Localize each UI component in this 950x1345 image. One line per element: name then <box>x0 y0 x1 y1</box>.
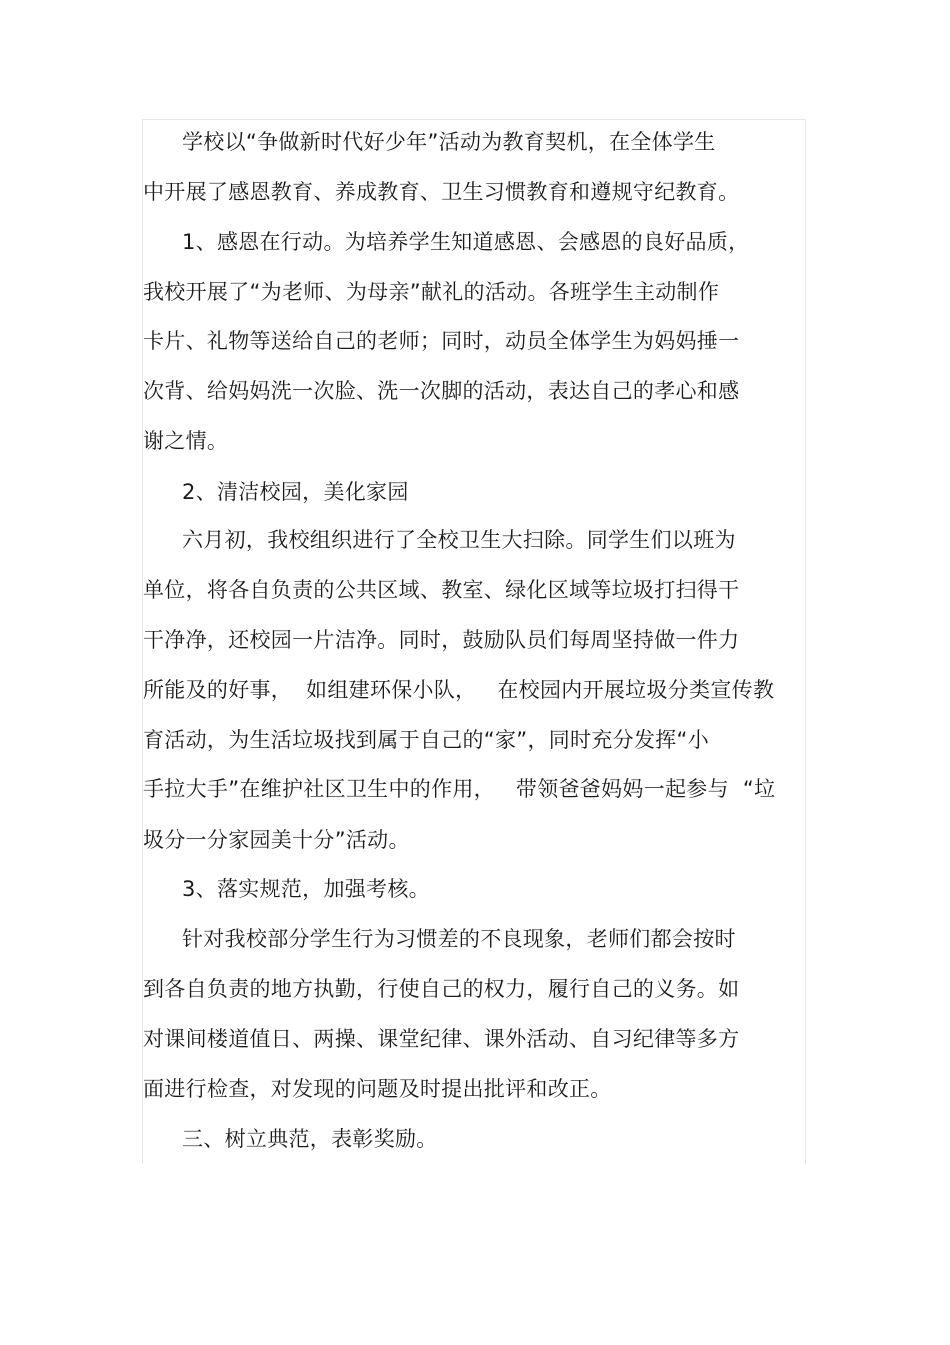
text-line: 谢之情。 <box>143 429 229 453</box>
section-heading: 3、落实规范，加强考核。 <box>182 877 430 901</box>
text-line: 干净净，还校园一片洁净。同时，鼓励队员们每周坚持做一件力 <box>143 628 740 652</box>
text-line: 所能及的好事， 如组建环保小队， 在校园内开展垃圾分类宣传教 <box>143 678 775 702</box>
text-line: 单位，将各自负责的公共区域、教室、绿化区域等垃圾打扫得干 <box>143 578 740 602</box>
section-heading: 三、树立典范，表彰奖励。 <box>182 1127 438 1151</box>
text-line: 针对我校部分学生行为习惯差的不良现象，老师们都会按时 <box>182 927 736 951</box>
section-heading: 2、清洁校园，美化家园 <box>182 480 409 504</box>
text-line: 次背、给妈妈洗一次脸、洗一次脚的活动，表达自己的孝心和感 <box>143 379 740 403</box>
text-line: 学校以“争做新时代好少年”活动为教育契机，在全体学生 <box>182 130 716 154</box>
text-line: 到各自负责的地方执勤，行使自己的权力，履行自己的义务。如 <box>143 977 740 1001</box>
text-line: 面进行检查，对发现的问题及时提出批评和改正。 <box>143 1077 612 1101</box>
text-line: 1、感恩在行动。为培养学生知道感恩、会感恩的良好品质， <box>182 230 750 254</box>
text-line: 手拉大手”在维护社区卫生中的作用， 带领爸爸妈妈一起参与 “垃 <box>143 777 776 801</box>
text-line: 卡片、礼物等送给自己的老师；同时，动员全体学生为妈妈捶一 <box>143 329 740 353</box>
text-line: 育活动，为生活垃圾找到属于自己的“家”，同时充分发挥“小 <box>143 728 710 752</box>
text-line: 圾分一分家园美十分”活动。 <box>143 828 410 852</box>
text-line: 中开展了感恩教育、养成教育、卫生习惯教育和遵规守纪教育。 <box>143 180 740 204</box>
text-line: 对课间楼道值日、两操、课堂纪律、课外活动、自习纪律等多方 <box>143 1027 740 1051</box>
text-line: 我校开展了“为老师、为母亲”献礼的活动。各班学生主动制作 <box>143 280 720 304</box>
text-line: 六月初，我校组织进行了全校卫生大扫除。同学生们以班为 <box>182 528 736 552</box>
